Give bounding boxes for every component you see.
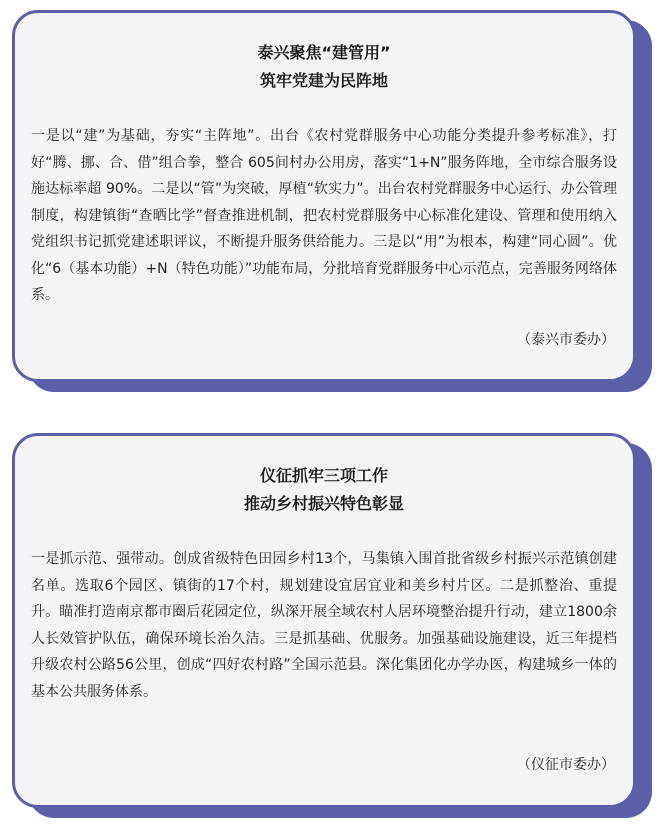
article-source: （泰兴市委办） [517, 332, 615, 348]
card-body [12, 10, 636, 382]
article-title [31, 39, 617, 95]
card-body [12, 433, 636, 808]
article-body: 一是抓示范、强带动。创成省级特色田园乡村13个，马集镇入围首批省级乡村振兴示范镇创建名单。选取6个园区、镇街的17个村，规划建设宜居宜业和美乡村片区。二是抓整治、重提升。瞄准打造南京都市圈后花园定位，纵深开展全域农村人居环境整治提升行动，建立1800余人长效管护队伍，确保环境长治久洁。三是抓基础、优服务。加强基础设施建设，近三年提档升级农村公路56公里，创成“四好农村路”全国示范县。深化集团化办学办医，构建城乡一体的基本公共服务体系。 [31, 551, 617, 700]
article-body: 一是以“建”为基础，夯实“主阵地”。出台《农村党群服务中心功能分类提升参考标准》，打好“腾、挪、合、借”组合拳，整合 605间村办公用房，落实“1+N”服务阵地，全市综合服务设施达标率超 90%。二是以“管”为突破，厚植“软实力”。出台农村党群服务中心运行、办公管理制度，构建镇街“查晒比学”督查推进机制，把农村党群服务中心标准化建设、管理和使用纳入党组织书记抓党建述职评议，不断提升服务供给能力。三是以“用”为根本，构建“同心圆”。优化“6（基本功能）+N（特色功能）”功能布局，分批培育党群服务中心示范点，完善服务网络体系。 [31, 128, 617, 303]
article-card-taixing [12, 10, 652, 392]
title-line-1: 仪征抓牢三项工作 [259, 466, 388, 485]
title-line-2: 推动乡村振兴特色彰显 [243, 494, 404, 513]
article-card-yizheng [12, 433, 652, 818]
article-title [31, 462, 617, 518]
article-source: （仪征市委办） [517, 757, 615, 773]
title-line-2: 筑牢党建为民阵地 [259, 71, 388, 90]
title-line-1: 泰兴聚焦“建管用” [257, 43, 391, 62]
